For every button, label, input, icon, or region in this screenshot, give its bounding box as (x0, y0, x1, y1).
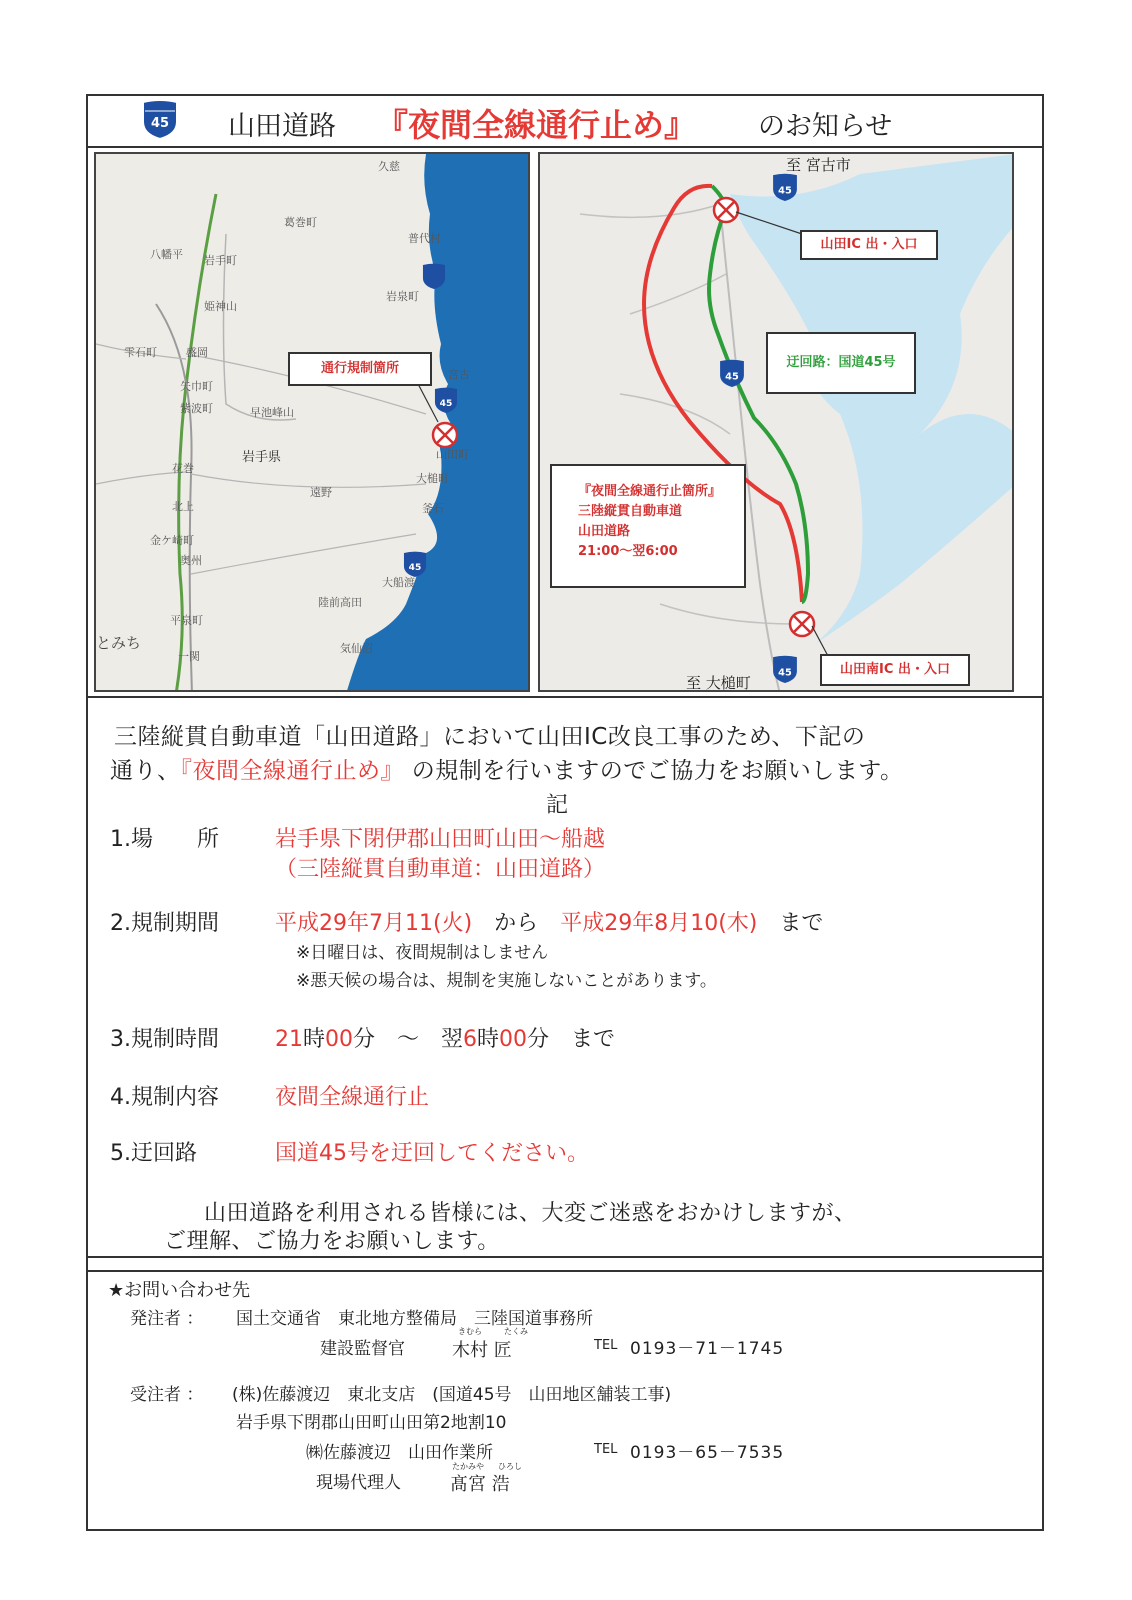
map-label: 大船渡 (382, 576, 415, 589)
time-unit: 分 ～ 翌 (353, 1027, 464, 1052)
map-label: 岩手県 (242, 450, 282, 465)
detour-label: 5.迂回路 (110, 1141, 197, 1166)
orderer-name-ruby: きむら (458, 1327, 482, 1336)
orderer-role: 建設監督官 (320, 1339, 405, 1359)
overview-map (94, 152, 530, 692)
intro-text: の規制を行いますのでご協力をお願いします。 (404, 758, 904, 784)
divider (86, 1270, 1044, 1272)
ki-heading: 記 (546, 793, 569, 818)
map-label: 平泉町 (170, 614, 203, 627)
closure-callout-line: 三陸縦貫自動車道 (578, 504, 683, 519)
orderer-name-ruby: たくみ (504, 1327, 528, 1336)
route-45-shield-icon (140, 98, 180, 140)
map-label: 大槌町 (416, 472, 449, 485)
overview-map-graphic (96, 154, 530, 692)
period-from: から (494, 911, 539, 936)
map-label: 姫神山 (204, 300, 237, 313)
orderer-tel: 0193－71－1745 (630, 1339, 785, 1359)
contractor-tel-label: TEL (594, 1442, 618, 1457)
map-label: 気仙沼 (340, 642, 373, 655)
closure-callout-line: 『夜間全線通行止箇所』 (578, 484, 722, 499)
map-label: 盛岡 (186, 346, 208, 359)
period-note: ※悪天候の場合は、規制を実施しないことがあります。 (296, 971, 717, 991)
map-label: とみち (96, 634, 142, 652)
time-minute: 00 (325, 1027, 354, 1052)
orderer-label: 発注者 ： (130, 1309, 204, 1329)
yamada-south-ic-callout: 山田南IC 出・入口 (820, 654, 970, 686)
content-label: 4.規制内容 (110, 1085, 219, 1110)
orderer-name: 木村 匠 (452, 1340, 512, 1361)
time-value (275, 1022, 615, 1053)
place-label: 1.場 所 (110, 827, 219, 852)
detail-map-graphic (540, 154, 1014, 692)
place-value-sub: （三陸縦貫自動車道：山田道路） (275, 857, 606, 882)
map-label: 金ケ崎町 (150, 534, 194, 547)
map-shield-number: 45 (439, 398, 453, 409)
map-label: 山田町 (436, 448, 469, 461)
time-unit: 時 (477, 1027, 500, 1052)
detour-route-callout: 迂回路：国道45号 (766, 332, 916, 394)
route-shield-number: 45 (150, 116, 170, 131)
closing-line: 山田道路を利用される皆様には、大変ご迷惑をおかけしますが、 (204, 1201, 857, 1226)
map-shield-number: 45 (408, 562, 422, 573)
map-label: 久慈 (378, 160, 400, 173)
map-shield-number: 45 (778, 667, 792, 679)
intro-line: 三陸縦貫自動車道「山田道路」において山田IC改良工事のため、下記の (114, 724, 866, 750)
contractor-role: 現場代理人 (316, 1473, 401, 1493)
map-label: 北上 (172, 500, 194, 513)
route-45-shield-icon (771, 654, 799, 684)
destination-south-label: 至 大槌町 (686, 674, 751, 692)
map-label: 紫波町 (180, 402, 213, 415)
divider (86, 146, 1044, 148)
map-label: 宮古 (448, 368, 470, 381)
time-hour: 21 (275, 1027, 303, 1052)
contact-heading: ★お問い合わせ先 (108, 1280, 251, 1301)
map-label: 八幡平 (150, 248, 183, 261)
closure-callout-line: 21:00～翌6:00 (578, 544, 678, 559)
orderer-tel-label: TEL (594, 1338, 618, 1353)
time-hour: 6 (463, 1027, 478, 1052)
period-value (275, 906, 823, 937)
closing-line: ご理解、ご協力をお願いします。 (164, 1229, 500, 1254)
restriction-location-callout: 通行規制箇所 (288, 352, 432, 386)
period-note: ※日曜日は、夜間規制はしません (296, 943, 549, 963)
time-minute: 00 (499, 1027, 528, 1052)
time-label: 3.規制時間 (110, 1027, 219, 1052)
destination-north-label: 至 宮古市 (786, 156, 851, 174)
map-label: 普代村 (408, 232, 441, 245)
route-45-shield-icon (718, 358, 746, 388)
contractor-label: 受注者 ： (130, 1385, 204, 1405)
divider (86, 696, 1044, 698)
map-label: 一関 (178, 650, 200, 663)
map-label: 釜石 (422, 502, 444, 515)
intro-line (110, 752, 903, 785)
route-45-shield-icon (433, 386, 459, 414)
detail-map (538, 152, 1014, 692)
contractor-name-ruby: たかみや (452, 1462, 484, 1471)
closure-section-callout (550, 464, 746, 588)
orderer-org: 国土交通省 東北地方整備局 三陸国道事務所 (236, 1309, 593, 1329)
map-label: 奥州 (180, 554, 202, 567)
map-shield-number: 45 (725, 371, 739, 383)
map-label: 花巻 (172, 462, 194, 475)
intro-text: 通り、 (110, 758, 181, 784)
contractor-org: (株)佐藤渡辺 東北支店 (国道45号 山田地区舗装工事) (232, 1385, 672, 1405)
period-label: 2.規制期間 (110, 911, 219, 936)
map-label: 岩泉町 (386, 290, 419, 303)
map-label: 葛巻町 (284, 216, 317, 229)
contractor-tel: 0193－65－7535 (630, 1443, 785, 1463)
time-unit: 時 (303, 1027, 326, 1052)
map-shield-number: 45 (778, 185, 792, 197)
map-label: 岩手町 (204, 254, 237, 267)
detour-value: 国道45号を迂回してください。 (275, 1141, 589, 1166)
period-start: 平成29年7月11(火) (275, 911, 473, 936)
period-end: 平成29年8月10(木) (560, 911, 758, 936)
map-label: 矢巾町 (180, 380, 213, 393)
place-value: 岩手県下閉伊郡山田町山田～船越 (275, 827, 606, 852)
map-label: 早池峰山 (250, 406, 294, 419)
title-prefix: 山田道路 (228, 111, 336, 142)
period-until: まで (779, 911, 824, 936)
closure-callout-line: 山田道路 (578, 524, 631, 539)
page-title: 『夜間全線通行止め』 (376, 106, 697, 144)
divider (86, 1256, 1044, 1258)
contractor-name-ruby: ひろし (498, 1462, 522, 1471)
map-label: 陸前高田 (318, 596, 362, 609)
map-label: 遠野 (310, 486, 332, 499)
intro-highlight: 『夜間全線通行止め』 (180, 758, 404, 784)
contractor-name: 髙宮 浩 (450, 1474, 510, 1495)
time-unit: 分 まで (527, 1027, 616, 1052)
yamada-ic-callout: 山田IC 出・入口 (800, 230, 938, 260)
title-suffix: のお知らせ (758, 111, 893, 142)
map-label: 雫石町 (124, 346, 157, 359)
route-45-shield-icon (421, 262, 447, 290)
contractor-address: 岩手県下閉郡山田町山田第2地割10 (236, 1413, 507, 1433)
content-value: 夜間全線通行止 (275, 1085, 430, 1110)
contractor-office: ㈱佐藤渡辺 山田作業所 (306, 1443, 493, 1463)
route-45-shield-icon (771, 172, 799, 202)
